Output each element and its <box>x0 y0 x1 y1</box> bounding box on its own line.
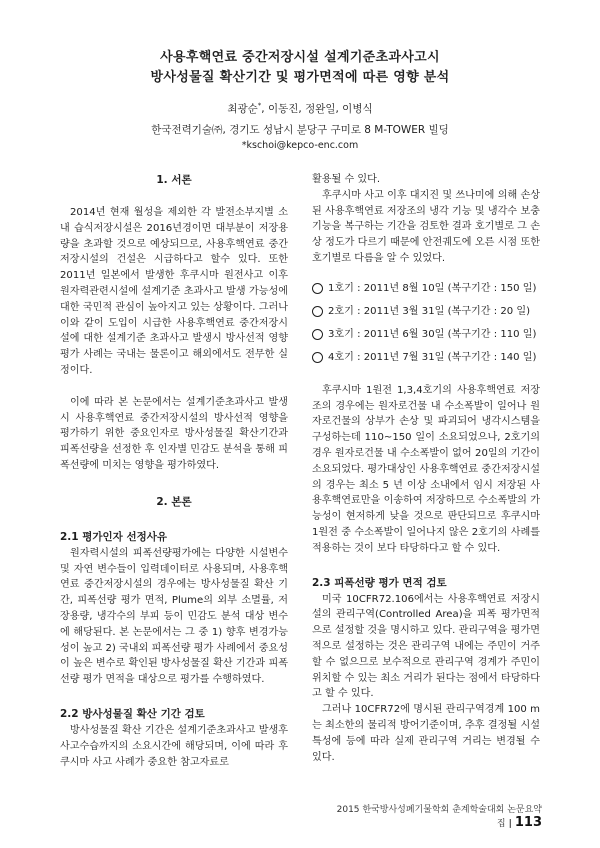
section-2-3-paragraph-2: 그러나 10CFR72에 명시된 관리구역경계 100 m는 최소한의 물리적 방어기준이며, 추후 결정될 시설특성에 등에 따라 실제 관리구역 거리는 변경될 수 있다. <box>312 704 540 763</box>
conference-name: 2015 한국방사성폐기물학회 춘계학술대회 논문요약집 <box>336 805 542 829</box>
section-2-2-heading: 2.2 방사성물질 확산 기간 검토 <box>60 707 205 720</box>
footer-separator: | <box>508 819 512 829</box>
section-2-3-heading: 2.3 피폭선량 평가 면적 검토 <box>312 576 447 589</box>
circle-bullet-icon <box>312 352 323 363</box>
contact-email: *kschoi@kepco-enc.com <box>241 140 359 151</box>
intro-paragraph-1: 2014년 현재 월성을 제외한 각 발전소부지별 소내 습식저장시설은 2016년경이면 대부분이 저장용량을 초과할 것으로 예상되므로, 사용후핵연료 중간저장시설의 건설은 시급하다고 할수 있다. 또한 2011년 일본에서 발생한 후쿠시마 원전사고 이후 원자력관련시설에 설계기준 초과사고 발생 가능성에 대한 국민적 관심이 높아지고 있는 상황이다. 그러나 이와 같이 도입이 시급한 사용후핵연료 중간저장시설에 대한 설계기준 초과사고 발생시 방사선적 영향 평가 사례는 국내는 물론이고 해외에서도 전무한 실정이다. <box>60 207 288 376</box>
section-2-3-paragraph-1: 미국 10CFR72.106에서는 사용후핵연료 저장시설의 관리구역(Controlled Area)을 피폭 평가면적으로 설정할 것을 명시하고 있다. 관리구역을 평가면적으로 설정하는 것은 관리구역 내에는 주민이 거주할 수 없으므로 보수적으로 관리구역 경계가 주민이 위치할 수 있는 최소 거리가 된다는 점에서 타당하다고 할 수 있다. <box>312 593 540 700</box>
lead-author: 최광순 <box>227 103 258 115</box>
section-2-1-heading: 2.1 평가인자 선정사유 <box>60 530 168 543</box>
continued-text: 활용될 수 있다. <box>312 174 381 185</box>
page-number: 113 <box>514 815 542 830</box>
affiliation: 한국전력기술㈜, 경기도 성남시 분당구 구미로 8 M-TOWER 빌딩 <box>151 124 449 136</box>
page-footer <box>300 802 542 830</box>
list-item: 3호기 : 2011년 6월 30일 (복구기간 : 110 일) <box>312 323 540 346</box>
paper-title-line-2: 방사성물질 확산기간 및 평가면적에 따른 영향 분석 <box>150 70 450 85</box>
recovery-paragraph: 후쿠시마 사고 이후 대지진 및 쓰나미에 의해 손상된 사용후핵연료 저장조의 냉각 기능 및 냉각수 보충기능을 복구하는 기간을 검토한 결과 호기별로 그 손상 정도가 다르기 때문에 안전궤도에 오른 시점 또한 호기별로 다름을 알 수 있었다. <box>312 189 540 264</box>
list-item: 1호기 : 2011년 8월 10일 (복구기간 : 150 일) <box>312 277 540 300</box>
right-column <box>312 172 540 765</box>
intro-paragraph-2: 이에 따라 본 논문에서는 설계기준초과사고 발생시 사용후핵연료 중간저장시설의 방사선적 영향을 평가하기 위한 중요인자로 방사성물질 확산기간과 피폭선량을 선정한 후 인자별 민감도 분석을 통해 피폭선량에 미치는 영향을 평가하였다. <box>60 396 288 471</box>
list-item: 4호기 : 2011년 7월 31일 (복구기간 : 140 일) <box>312 346 540 369</box>
recovery-period-list <box>312 277 540 369</box>
corresponding-mark: * <box>257 101 262 110</box>
section-2-2-paragraph: 방사성물질 확산 기간은 설계기준초과사고 발생후 사고수습까지의 소요시간에 해당되며, 이에 따라 후쿠시마 사고 사례가 중요한 참고자료로 <box>60 724 288 768</box>
left-column <box>60 172 288 770</box>
section-2-1-paragraph: 원자력시설의 피폭선량평가에는 다양한 시설변수 및 자연 변수들이 입력데이터로 사용되며, 사용후핵연료 중간저장시설의 경우에는 방사성물질 확산 기간, 피폭선량 평가 면적, Plume의 외부 소멸률, 저장용량, 냉각수의 부피 등이 민감도 분석 대상 변수에 해당된다. 본 논문에서는 그 중 1) 향후 변경가능성이 높고 2) 국내외 피폭선량 평가 사례에서 중요성이 높은 변수로 확인된 방사성물질 확산 기간과 피폭선량 평가 면적을 대상으로 평가를 수행하였다. <box>60 547 288 686</box>
author-list <box>0 101 600 116</box>
body-heading: 2. 본론 <box>156 495 192 508</box>
list-item: 2호기 : 2011년 3월 31일 (복구기간 : 20 일) <box>312 300 540 323</box>
circle-bullet-icon <box>312 283 323 294</box>
paper-title-line-1: 사용후핵연료 중간저장시설 설계기준초과사고시 <box>160 50 440 65</box>
circle-bullet-icon <box>312 306 323 317</box>
co-authors: , 이동진, 정완일, 이병식 <box>261 103 373 115</box>
fukushima-paragraph: 후쿠시마 1원전 1,3,4호기의 사용후핵연료 저장조의 경우에는 원자로건물 내 수소폭발이 일어나 원자로건물의 상부가 손상 및 파괴되어 냉각시스템을 구성하는데 110~150 일이 소요되었으나, 2호기의 경우 원자로건물 내 수소폭발이 없어 20일의 기간이 소요되었다. 평가대상인 사용후핵연료 중간저장시설의 경우는 최소 5 년 이상 소내에서 임시 저장된 사용후핵연료만을 이송하여 저장하므로 수소폭발의 가능성이 현저하게 낮을 것으로 판단되므로 후쿠시마 1원전 중 수소폭발이 일어나지 않은 2호기의 사례를 적용하는 것이 보다 타당하다고 할 수 있다. <box>312 384 540 554</box>
circle-bullet-icon <box>312 329 323 340</box>
intro-heading: 1. 서론 <box>156 174 192 186</box>
